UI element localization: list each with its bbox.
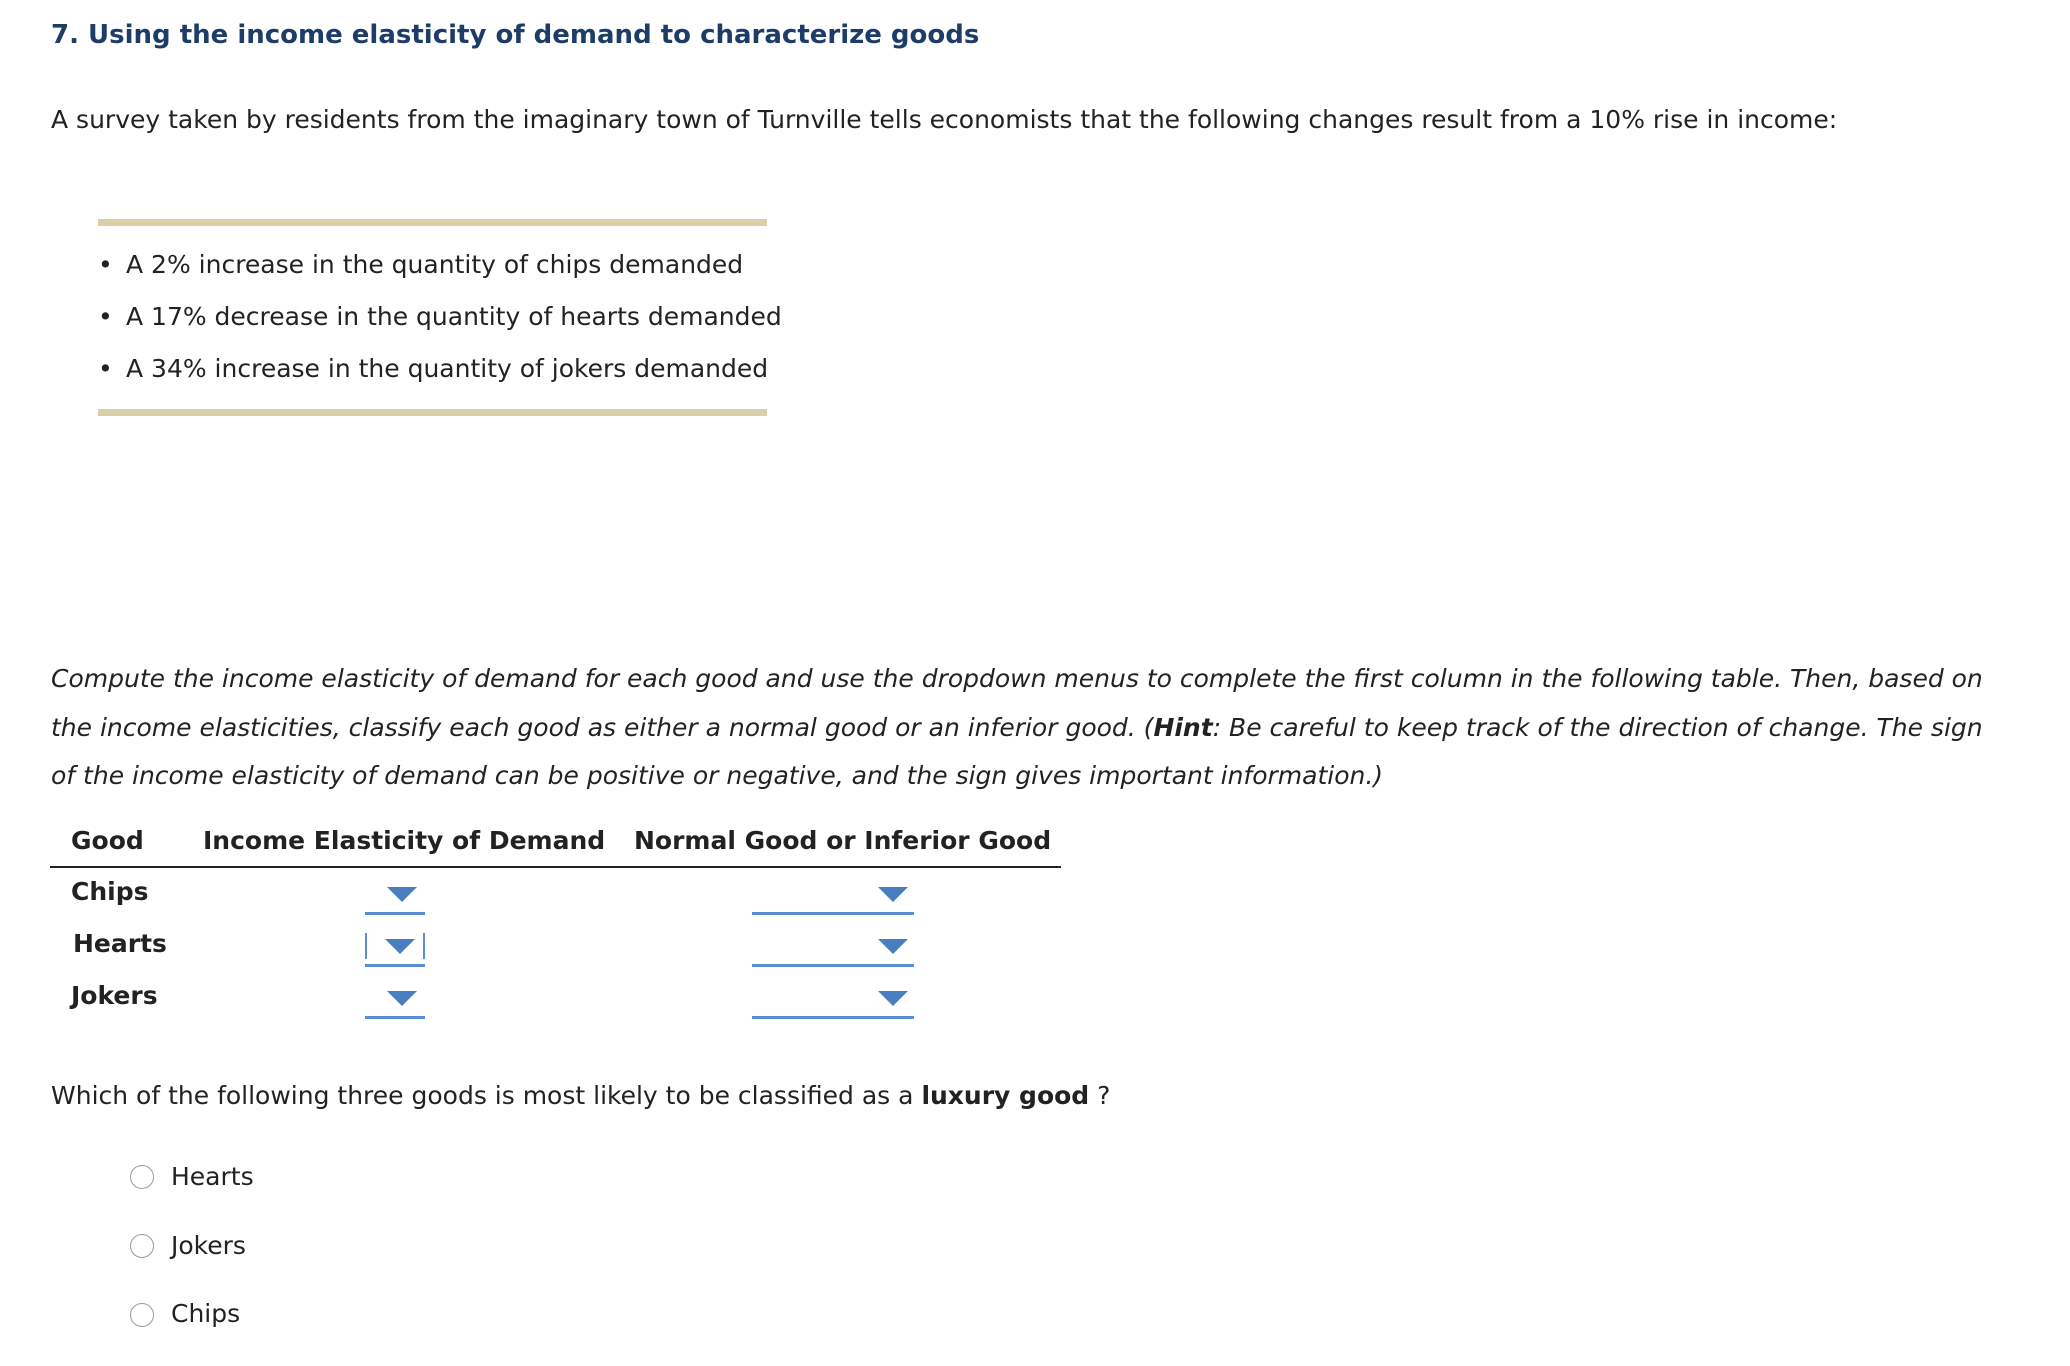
header-good: Good xyxy=(71,826,144,855)
table-header-rule xyxy=(50,866,1061,868)
radio-jokers[interactable] xyxy=(130,1234,154,1258)
header-classification: Normal Good or Inferior Good xyxy=(634,826,1052,855)
chevron-down-icon xyxy=(878,991,908,1006)
list-item: • A 34% increase in the quantity of jokers demanded xyxy=(98,354,769,383)
change-list xyxy=(98,246,782,402)
radio-hearts[interactable] xyxy=(130,1165,154,1189)
page-title: 7. Using the income elasticity of demand to characterize goods xyxy=(51,20,980,50)
row-label-jokers: Jokers xyxy=(71,981,158,1010)
elasticity-dropdown-jokers[interactable] xyxy=(365,985,425,1019)
bottom-rule xyxy=(98,409,767,416)
classification-dropdown-hearts[interactable] xyxy=(752,933,914,967)
option-label-chips[interactable]: Chips xyxy=(171,1299,241,1328)
list-item: • A 17% decrease in the quantity of hearts demanded xyxy=(98,302,782,331)
chevron-down-icon xyxy=(878,887,908,902)
list-item: • A 2% increase in the quantity of chips demanded xyxy=(98,250,744,279)
chevron-down-icon xyxy=(878,939,908,954)
intro-text: A survey taken by residents from the imaginary town of Turnville tells economists that the following changes result from a 10% rise in income: xyxy=(51,105,1838,134)
elasticity-dropdown-chips[interactable] xyxy=(365,881,425,915)
elasticity-dropdown-hearts[interactable] xyxy=(365,933,425,967)
hint-label: Hint xyxy=(1153,712,1213,742)
chevron-down-icon xyxy=(385,939,415,954)
luxury-good-term: luxury good xyxy=(921,1081,1090,1110)
luxury-question: Which of the following three goods is most likely to be classified as a luxury good ? xyxy=(51,1081,1111,1110)
chevron-down-icon xyxy=(387,991,417,1006)
instructions: Compute the income elasticity of demand for each good and use the dropdown menus to complete the first column in the following table. Then, based on the income elasticities, classify each good as either a normal good or an inferior good. (Hint: Be careful to keep track of the direction of change. The sign of the income elasticity of demand can be positive or negative, and the sign gives important information.) xyxy=(51,664,1983,790)
row-label-hearts: Hearts xyxy=(73,929,167,958)
top-rule xyxy=(98,219,767,226)
header-elasticity: Income Elasticity of Demand xyxy=(203,826,606,855)
row-label-chips: Chips xyxy=(71,877,149,906)
option-label-jokers[interactable]: Jokers xyxy=(171,1231,246,1260)
classification-dropdown-jokers[interactable] xyxy=(752,985,914,1019)
chevron-down-icon xyxy=(387,887,417,902)
option-label-hearts[interactable]: Hearts xyxy=(171,1162,254,1191)
classification-dropdown-chips[interactable] xyxy=(752,881,914,915)
radio-chips[interactable] xyxy=(130,1303,154,1327)
